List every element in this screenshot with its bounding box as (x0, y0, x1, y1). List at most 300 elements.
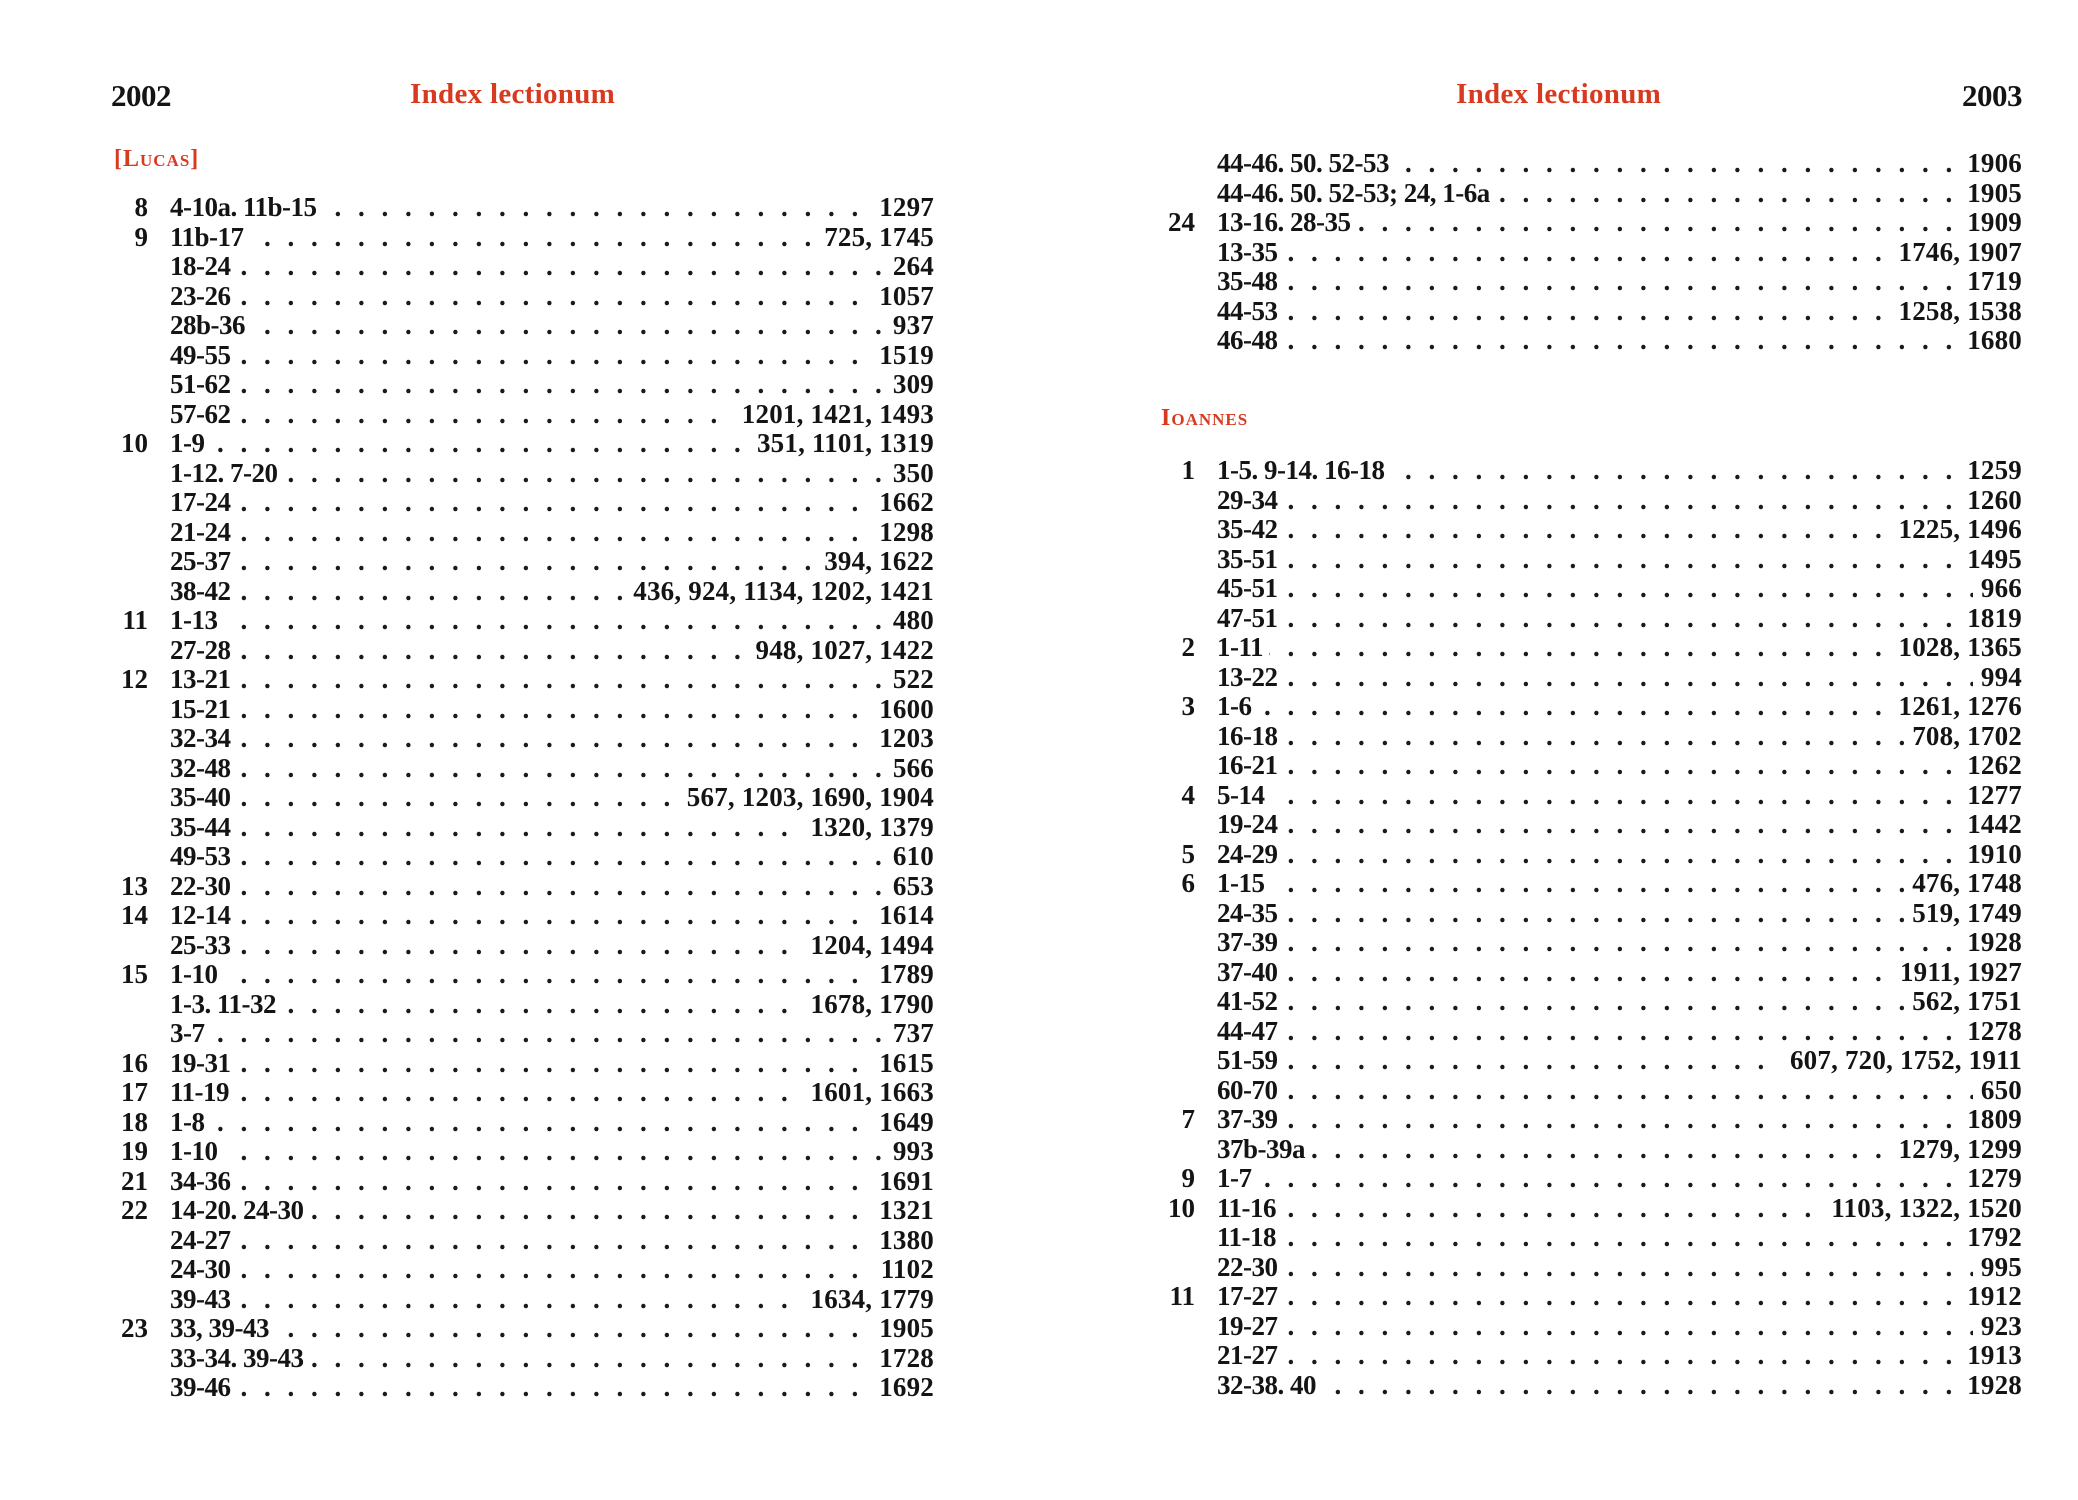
chapter-number: 13 (121, 870, 148, 901)
page-references: 1905 (1959, 179, 2022, 209)
page-references: 1910 (1959, 840, 2022, 870)
chapter-number: 6 (1181, 868, 1195, 898)
page-references: 653 (885, 872, 934, 902)
dot-leader (170, 695, 934, 725)
index-entry (114, 636, 934, 666)
page-references: 1819 (1959, 604, 2022, 634)
index-entry (114, 193, 934, 223)
verse-range: 33, 39-43 (170, 1314, 275, 1344)
chapter-number: 4 (1181, 779, 1195, 810)
verse-range: 19-31 (170, 1049, 237, 1079)
verse-range: 1-15 (1217, 869, 1271, 899)
dot-leader (170, 754, 934, 784)
verse-range: 28b-36 (170, 311, 251, 341)
verse-range: 57-62 (170, 400, 237, 430)
verse-range: 51-59 (1217, 1046, 1284, 1076)
verse-range: 46-48 (1217, 326, 1284, 356)
page-references: 1519 (871, 341, 934, 371)
page-references: 1277 (1959, 781, 2022, 811)
dot-leader (170, 1373, 934, 1403)
page-references: 1279, 1299 (1891, 1135, 2023, 1165)
index-entry (114, 901, 934, 931)
index-entry (1161, 1076, 2022, 1106)
page-references: 1719 (1959, 267, 2022, 297)
dot-leader (170, 518, 934, 548)
verse-range: 1-12. 7-20 (170, 459, 283, 489)
dot-leader (1217, 722, 2022, 752)
index-entry (1161, 208, 2022, 238)
index-entry (1161, 326, 2022, 356)
dot-leader (170, 1167, 934, 1197)
dot-leader (1217, 1253, 2022, 1283)
index-entry (1161, 545, 2022, 575)
chapter-number: 16 (121, 1047, 148, 1078)
page-references: 1298 (871, 518, 934, 548)
page-references: 937 (885, 311, 934, 341)
page-references: 567, 1203, 1690, 1904 (679, 783, 934, 813)
index-list-lucas-continued (1161, 149, 2022, 356)
page-references: 1691 (871, 1167, 934, 1197)
verse-range: 35-48 (1217, 267, 1284, 297)
index-list-ioannes (1161, 456, 2022, 1400)
chapter-number: 17 (121, 1077, 148, 1107)
verse-range: 24-30 (170, 1255, 237, 1285)
chapter-number: 2 (1181, 632, 1195, 662)
dot-leader (1217, 987, 2022, 1017)
index-entry (1161, 267, 2022, 297)
page-references: 1380 (871, 1226, 934, 1256)
index-entry (114, 1078, 934, 1108)
verse-range: 38-42 (170, 577, 237, 607)
dot-leader (170, 724, 934, 754)
dot-leader (170, 282, 934, 312)
page-references: 1634, 1779 (803, 1285, 935, 1315)
index-entry (114, 931, 934, 961)
page-references: 436, 924, 1134, 1202, 1421 (625, 577, 934, 607)
verse-range: 35-40 (170, 783, 237, 813)
verse-range: 13-22 (1217, 663, 1284, 693)
verse-range: 11-18 (1217, 1223, 1282, 1253)
page-references: 1258, 1538 (1891, 297, 2023, 327)
verse-range: 15-21 (170, 695, 237, 725)
chapter-number: 11 (1169, 1281, 1195, 1311)
page-references: 1912 (1959, 1282, 2022, 1312)
page-references: 995 (1973, 1253, 2022, 1283)
page-references: 1321 (871, 1196, 934, 1226)
dot-leader (1217, 604, 2022, 634)
index-entry (1161, 1341, 2022, 1371)
index-entry (114, 754, 934, 784)
index-entry (1161, 1105, 2022, 1135)
index-entry (114, 1255, 934, 1285)
verse-range: 49-55 (170, 341, 237, 371)
page-references: 1259 (1959, 456, 2022, 486)
index-entry (1161, 1282, 2022, 1312)
right-page (1039, 0, 2078, 1500)
verse-range: 45-51 (1217, 574, 1284, 604)
page-references: 1201, 1421, 1493 (734, 400, 934, 430)
dot-leader (1217, 751, 2022, 781)
page-references: 519, 1749 (1904, 899, 2022, 929)
verse-range: 17-24 (170, 488, 237, 518)
page-references: 1649 (871, 1108, 934, 1138)
dot-leader (170, 488, 934, 518)
verse-range: 37-39 (1217, 928, 1284, 958)
index-entry (114, 960, 934, 990)
verse-range: 23-26 (170, 282, 237, 312)
index-entry (1161, 781, 2022, 811)
page-references: 1495 (1959, 545, 2022, 575)
page-references: 1297 (871, 193, 934, 223)
verse-range: 35-42 (1217, 515, 1284, 545)
page-references: 1809 (1959, 1105, 2022, 1135)
index-entry (114, 1137, 934, 1167)
page-references: 1746, 1907 (1891, 238, 2023, 268)
index-entry (1161, 1371, 2022, 1401)
page-references: 1028, 1365 (1891, 633, 2023, 663)
page-references: 737 (885, 1019, 934, 1049)
verse-range: 37-39 (1217, 1105, 1284, 1135)
verse-range: 17-27 (1217, 1282, 1284, 1312)
index-entry (114, 872, 934, 902)
verse-range: 29-34 (1217, 486, 1284, 516)
verse-range: 1-10 (170, 960, 224, 990)
verse-range: 1-11 (1217, 633, 1269, 663)
verse-range: 27-28 (170, 636, 237, 666)
verse-range: 24-27 (170, 1226, 237, 1256)
chapter-number: 19 (121, 1136, 148, 1166)
running-title: Index lectionum (1456, 78, 1662, 110)
dot-leader (1217, 267, 2022, 297)
dot-leader (170, 1019, 934, 1049)
index-entry (1161, 722, 2022, 752)
verse-range: 13-21 (170, 665, 237, 695)
page-references: 993 (885, 1137, 934, 1167)
verse-range: 22-30 (1217, 1253, 1284, 1283)
dot-leader (170, 606, 934, 636)
index-entry (114, 370, 934, 400)
index-entry (114, 1373, 934, 1403)
page-references: 966 (1973, 574, 2022, 604)
chapter-number: 15 (121, 959, 148, 989)
index-entry (114, 1285, 934, 1315)
page-references: 1728 (871, 1344, 934, 1374)
page-references: 1911, 1927 (1892, 958, 2022, 988)
verse-range: 25-37 (170, 547, 237, 577)
dot-leader (1217, 840, 2022, 870)
verse-range: 44-47 (1217, 1017, 1284, 1047)
verse-range: 1-6 (1217, 692, 1258, 722)
verse-range: 13-16. 28-35 (1217, 208, 1356, 238)
page-number: 2003 (1962, 78, 2022, 113)
page-references: 1057 (871, 282, 934, 312)
page-references: 1614 (871, 901, 934, 931)
page-references: 1789 (871, 960, 934, 990)
index-entry (114, 665, 934, 695)
dot-leader (1217, 545, 2022, 575)
page-references: 522 (885, 665, 934, 695)
index-entry (1161, 1223, 2022, 1253)
verse-range: 12-14 (170, 901, 237, 931)
page-references: 1662 (871, 488, 934, 518)
index-entry (1161, 1164, 2022, 1194)
page-references: 480 (885, 606, 934, 636)
verse-range: 39-46 (170, 1373, 237, 1403)
index-entry (1161, 486, 2022, 516)
page-references: 566 (885, 754, 934, 784)
dot-leader (170, 1255, 934, 1285)
page-references: 610 (885, 842, 934, 872)
verse-range: 49-53 (170, 842, 237, 872)
verse-range: 19-24 (1217, 810, 1284, 840)
index-entry (1161, 1253, 2022, 1283)
page-references: 264 (885, 252, 934, 282)
verse-range: 47-51 (1217, 604, 1284, 634)
verse-range: 24-29 (1217, 840, 1284, 870)
index-entry (114, 990, 934, 1020)
verse-range: 44-46. 50. 52-53; 24, 1-6a (1217, 179, 1496, 209)
verse-range: 22-30 (170, 872, 237, 902)
chapter-number: 8 (134, 192, 148, 222)
chapter-number: 10 (121, 428, 148, 458)
index-entry (114, 1019, 934, 1049)
index-entry (114, 459, 934, 489)
dot-leader (1217, 1312, 2022, 1342)
index-entry (114, 252, 934, 282)
dot-leader (170, 960, 934, 990)
verse-range: 32-48 (170, 754, 237, 784)
verse-range: 5-14 (1217, 781, 1271, 811)
chapter-number: 11 (122, 605, 148, 635)
dot-leader (1217, 486, 2022, 516)
page-references: 1913 (1959, 1341, 2022, 1371)
dot-leader (170, 1314, 934, 1344)
verse-range: 60-70 (1217, 1076, 1284, 1106)
index-entry (1161, 899, 2022, 929)
verse-range: 21-24 (170, 518, 237, 548)
page-references: 1204, 1494 (803, 931, 935, 961)
index-entry (114, 842, 934, 872)
verse-range: 16-18 (1217, 722, 1284, 752)
index-entry (114, 783, 934, 813)
page-references: 1225, 1496 (1891, 515, 2023, 545)
dot-leader (1217, 869, 2022, 899)
index-entry (114, 1226, 934, 1256)
page-references: 1928 (1959, 1371, 2022, 1401)
running-title: Index lectionum (410, 78, 616, 110)
verse-range: 1-10 (170, 1137, 224, 1167)
verse-range: 37b-39a (1217, 1135, 1311, 1165)
chapter-number: 23 (121, 1313, 148, 1343)
index-entry (1161, 663, 2022, 693)
verse-range: 19-27 (1217, 1312, 1284, 1342)
page-references: 351, 1101, 1319 (749, 429, 934, 459)
dot-leader (1217, 574, 2022, 604)
index-entry (1161, 1194, 2022, 1224)
index-entry (114, 282, 934, 312)
verse-range: 21-27 (1217, 1341, 1284, 1371)
verse-range: 1-13 (170, 606, 224, 636)
verse-range: 11b-17 (170, 223, 250, 253)
index-entry (1161, 1135, 2022, 1165)
page-references: 708, 1702 (1904, 722, 2022, 752)
index-entry (114, 813, 934, 843)
dot-leader (170, 665, 934, 695)
index-entry (114, 400, 934, 430)
page-references: 1600 (871, 695, 934, 725)
verse-range: 35-51 (1217, 545, 1284, 575)
dot-leader (1217, 663, 2022, 693)
chapter-number: 24 (1168, 207, 1195, 237)
page-references: 1692 (871, 1373, 934, 1403)
dot-leader (170, 370, 934, 400)
index-entry (1161, 928, 2022, 958)
page-references: 394, 1622 (816, 547, 934, 577)
chapter-number: 1 (1181, 455, 1195, 485)
index-entry (114, 341, 934, 371)
dot-leader (1217, 1164, 2022, 1194)
index-entry (114, 223, 934, 253)
index-entry (114, 1196, 934, 1226)
index-entry (1161, 297, 2022, 327)
index-entry (114, 488, 934, 518)
verse-range: 14-20. 24-30 (170, 1196, 309, 1226)
verse-range: 44-53 (1217, 297, 1284, 327)
page-references: 309 (885, 370, 934, 400)
index-entry (1161, 149, 2022, 179)
index-entry (114, 518, 934, 548)
page-references: 476, 1748 (1904, 869, 2022, 899)
index-entry (1161, 604, 2022, 634)
index-entry (1161, 958, 2022, 988)
page-references: 1260 (1959, 486, 2022, 516)
index-entry (1161, 840, 2022, 870)
page-references: 923 (1973, 1312, 2022, 1342)
dot-leader (1217, 810, 2022, 840)
dot-leader (1217, 1341, 2022, 1371)
index-entry (1161, 810, 2022, 840)
page-references: 1442 (1959, 810, 2022, 840)
dot-leader (170, 842, 934, 872)
index-entry (114, 606, 934, 636)
verse-range: 34-36 (170, 1167, 237, 1197)
page-references: 1792 (1959, 1223, 2022, 1253)
chapter-number: 9 (134, 221, 148, 252)
dot-leader (170, 311, 934, 341)
page-references: 948, 1027, 1422 (748, 636, 935, 666)
index-entry (1161, 692, 2022, 722)
dot-leader (1217, 1282, 2022, 1312)
page-references: 994 (1973, 663, 2022, 693)
chapter-number: 5 (1181, 838, 1195, 869)
index-list-lucas (114, 193, 934, 1403)
index-entry (1161, 869, 2022, 899)
verse-range: 24-35 (1217, 899, 1284, 929)
page-references: 1102 (873, 1255, 934, 1285)
section-heading-lucas: [Lucas] (114, 146, 200, 172)
verse-range: 25-33 (170, 931, 237, 961)
index-entry (114, 547, 934, 577)
dot-leader (170, 872, 934, 902)
verse-range: 1-9 (170, 429, 211, 459)
page-references: 1278 (1959, 1017, 2022, 1047)
verse-range: 32-34 (170, 724, 237, 754)
page-references: 1103, 1322, 1520 (1823, 1194, 2022, 1224)
page-references: 1615 (871, 1049, 934, 1079)
dot-leader (1217, 781, 2022, 811)
index-entry (114, 1108, 934, 1138)
verse-range: 1-5. 9-14. 16-18 (1217, 456, 1390, 486)
page-references: 1678, 1790 (803, 990, 935, 1020)
index-entry (114, 429, 934, 459)
verse-range: 33-34. 39-43 (170, 1344, 309, 1374)
index-entry (1161, 1312, 2022, 1342)
dot-leader (170, 1226, 934, 1256)
page-references: 1320, 1379 (803, 813, 935, 843)
index-entry (1161, 515, 2022, 545)
page-references: 1928 (1959, 928, 2022, 958)
page-references: 1680 (1959, 326, 2022, 356)
dot-leader (1217, 1371, 2022, 1401)
index-entry (1161, 987, 2022, 1017)
verse-range: 4-10a. 11b-15 (170, 193, 323, 223)
verse-range: 13-35 (1217, 238, 1284, 268)
dot-leader (170, 1137, 934, 1167)
page-references: 607, 720, 1752, 1911 (1782, 1046, 2022, 1076)
index-entry (1161, 179, 2022, 209)
index-entry (1161, 238, 2022, 268)
dot-leader (1217, 1223, 2022, 1253)
verse-range: 35-44 (170, 813, 237, 843)
verse-range: 18-24 (170, 252, 237, 282)
chapter-number: 7 (1181, 1104, 1195, 1134)
index-entry (1161, 633, 2022, 663)
chapter-number: 21 (121, 1165, 148, 1196)
index-entry (114, 577, 934, 607)
dot-leader (170, 341, 934, 371)
dot-leader (1217, 899, 2022, 929)
verse-range: 1-8 (170, 1108, 211, 1138)
page-references: 1262 (1959, 751, 2022, 781)
index-entry (1161, 456, 2022, 486)
index-entry (114, 1344, 934, 1374)
page-references: 1906 (1959, 149, 2022, 179)
verse-range: 32-38. 40 (1217, 1371, 1322, 1401)
page-references: 1905 (871, 1314, 934, 1344)
dot-leader (170, 1108, 934, 1138)
verse-range: 1-3. 11-32 (170, 990, 282, 1020)
index-entry (1161, 1017, 2022, 1047)
verse-range: 51-62 (170, 370, 237, 400)
page-references: 725, 1745 (816, 223, 934, 253)
dot-leader (170, 252, 934, 282)
dot-leader (1217, 928, 2022, 958)
page-references: 650 (1973, 1076, 2022, 1106)
index-entry (1161, 1046, 2022, 1076)
verse-range: 11-19 (170, 1078, 235, 1108)
page-references: 1203 (871, 724, 934, 754)
verse-range: 41-52 (1217, 987, 1284, 1017)
index-entry (114, 1049, 934, 1079)
index-entry (114, 1314, 934, 1344)
verse-range: 16-21 (1217, 751, 1284, 781)
page-number: 2002 (111, 78, 171, 113)
dot-leader (1217, 1017, 2022, 1047)
verse-range: 3-7 (170, 1019, 211, 1049)
dot-leader (170, 459, 934, 489)
verse-range: 39-43 (170, 1285, 237, 1315)
verse-range: 1-7 (1217, 1164, 1258, 1194)
